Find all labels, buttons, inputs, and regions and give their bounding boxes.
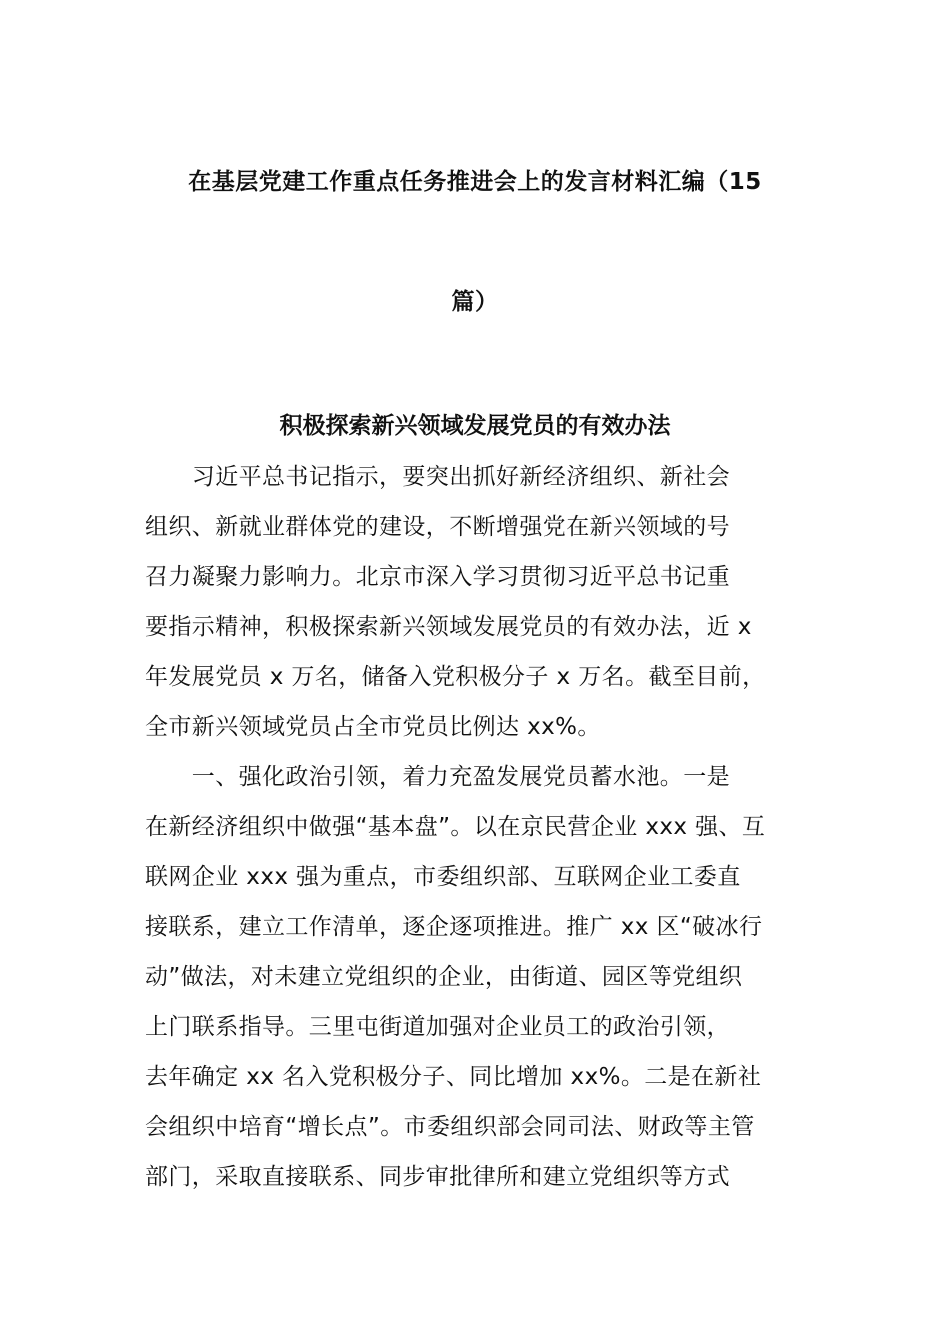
- body-line: 部门，采取直接联系、同步审批律所和建立党组织等方式: [145, 1164, 730, 1190]
- body-line: 上门联系指导。三里屯街道加强对企业员工的政治引领，: [145, 1014, 730, 1040]
- body-line: 全市新兴领域党员占全市党员比例达 xx%。: [145, 714, 601, 740]
- body-line: 去年确定 xx 名入党积极分子、同比增加 xx%。二是在新社: [145, 1064, 762, 1090]
- body-line: 动”做法，对未建立党组织的企业，由街道、园区等党组织: [145, 964, 743, 990]
- document-title-line-2: 篇）: [451, 289, 499, 315]
- document-title-line-1: 在基层党建工作重点任务推进会上的发言材料汇编（15: [188, 169, 762, 195]
- body-line: 习近平总书记指示，要突出抓好新经济组织、新社会: [145, 464, 730, 490]
- body-line: 一、强化政治引领，着力充盈发展党员蓄水池。一是: [145, 764, 730, 790]
- body-line: 联网企业 xxx 强为重点，市委组织部、互联网企业工委直: [145, 864, 741, 890]
- body-line: 要指示精神，积极探索新兴领域发展党员的有效办法，近 x: [145, 614, 752, 640]
- body-line: 会组织中培育“增长点”。市委组织部会同司法、财政等主管: [145, 1114, 755, 1140]
- body-line: 年发展党员 x 万名，储备入党积极分子 x 万名。截至目前，: [145, 664, 766, 690]
- body-line: 召力凝聚力影响力。北京市深入学习贯彻习近平总书记重: [145, 564, 730, 590]
- article-subtitle: 积极探索新兴领域发展党员的有效办法: [279, 413, 671, 439]
- body-line: 在新经济组织中做强“基本盘”。以在京民营企业 xxx 强、互: [145, 814, 766, 840]
- body-line: 接联系，建立工作清单，逐企逐项推进。推广 xx 区“破冰行: [145, 914, 763, 940]
- body-line: 组织、新就业群体党的建设，不断增强党在新兴领域的号: [145, 514, 730, 540]
